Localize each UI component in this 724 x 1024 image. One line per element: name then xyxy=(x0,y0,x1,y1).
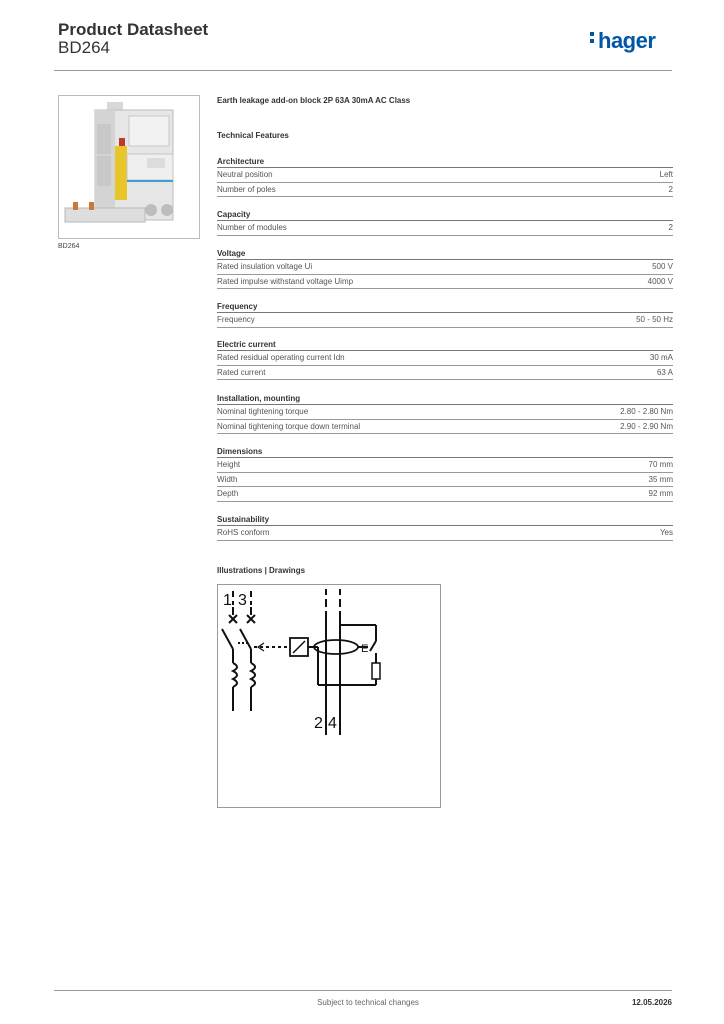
row-label: RoHS conform xyxy=(217,528,270,537)
section-frequency xyxy=(217,301,673,328)
row-value: 2 xyxy=(668,223,673,232)
section-title: Voltage xyxy=(217,248,673,260)
row-value: 2.80 - 2.80 Nm xyxy=(620,407,673,416)
table-row xyxy=(217,458,673,473)
row-value: 30 mA xyxy=(649,353,673,362)
section-title: Frequency xyxy=(217,301,673,313)
row-value: 35 mm xyxy=(648,474,673,484)
row-label: Number of modules xyxy=(217,223,287,232)
table-row xyxy=(217,351,673,366)
section-voltage xyxy=(217,248,673,289)
row-value: 70 mm xyxy=(648,460,673,469)
table-row xyxy=(217,221,673,236)
row-value: Left xyxy=(659,170,673,179)
section-title: Sustainability xyxy=(217,514,673,526)
table-row xyxy=(217,168,673,183)
row-value: 63 A xyxy=(656,367,673,377)
product-description: Earth leakage add-on block 2P 63A 30mA AC Class xyxy=(217,96,411,105)
section-title: Architecture xyxy=(217,156,673,168)
logo-dots-icon xyxy=(590,29,596,46)
row-label: Rated insulation voltage Ui xyxy=(217,262,313,271)
row-value: Yes xyxy=(659,528,673,537)
section-sustainability xyxy=(217,514,673,541)
table-row xyxy=(217,473,673,488)
illustrations-heading: Illustrations | Drawings xyxy=(217,566,306,575)
row-value: 4000 V xyxy=(647,276,673,286)
row-value: 50 - 50 Hz xyxy=(636,315,673,324)
terminal-label-2: 2 xyxy=(314,715,323,732)
row-label: Width xyxy=(217,474,238,484)
row-label: Depth xyxy=(217,489,239,498)
test-button-label: E xyxy=(361,643,369,655)
section-capacity xyxy=(217,209,673,236)
section-architecture xyxy=(217,156,673,197)
table-row xyxy=(217,420,673,435)
table-row xyxy=(217,487,673,502)
row-label: Rated current xyxy=(217,367,266,377)
row-value: 2.90 - 2.90 Nm xyxy=(620,421,673,431)
section-title: Installation, mounting xyxy=(217,393,673,405)
table-row xyxy=(217,366,673,381)
wiring-diagram xyxy=(217,584,441,808)
section-electric-current xyxy=(217,339,673,380)
product-photo-icon xyxy=(59,96,199,238)
table-row xyxy=(217,260,673,275)
table-row xyxy=(217,183,673,198)
terminal-label-1: 1 xyxy=(223,592,232,609)
circuit-schematic-icon xyxy=(218,585,440,807)
row-label: Neutral position xyxy=(217,170,273,179)
row-label: Number of poles xyxy=(217,184,276,194)
product-code: BD264 xyxy=(58,38,110,57)
row-value: 92 mm xyxy=(648,489,673,498)
footer-divider xyxy=(54,990,672,991)
row-label: Frequency xyxy=(217,315,255,324)
table-row xyxy=(217,275,673,290)
row-label: Rated impulse withstand voltage Uimp xyxy=(217,276,354,286)
image-caption: BD264 xyxy=(58,243,80,250)
footer-note: Subject to technical changes xyxy=(317,998,419,1007)
product-image xyxy=(58,95,200,239)
table-row xyxy=(217,405,673,420)
section-title: Electric current xyxy=(217,339,673,351)
terminal-label-3: 3 xyxy=(238,592,247,609)
row-value: 500 V xyxy=(652,262,673,271)
technical-features-heading: Technical Features xyxy=(217,131,289,140)
row-value: 2 xyxy=(668,184,673,194)
page-title: Product Datasheet xyxy=(58,20,209,39)
table-row xyxy=(217,526,673,541)
section-installation xyxy=(217,393,673,434)
header-divider xyxy=(54,70,672,71)
section-title: Dimensions xyxy=(217,446,673,458)
row-label: Nominal tightening torque down terminal xyxy=(217,421,361,431)
row-label: Height xyxy=(217,460,241,469)
footer-date: 12.05.2026 xyxy=(631,998,672,1007)
row-label: Rated residual operating current Idn xyxy=(217,353,345,362)
brand-logo: hager xyxy=(590,28,655,54)
terminal-label-4: 4 xyxy=(328,715,337,732)
section-dimensions xyxy=(217,446,673,502)
table-row xyxy=(217,313,673,328)
section-title: Capacity xyxy=(217,209,673,221)
row-label: Nominal tightening torque xyxy=(217,407,309,416)
